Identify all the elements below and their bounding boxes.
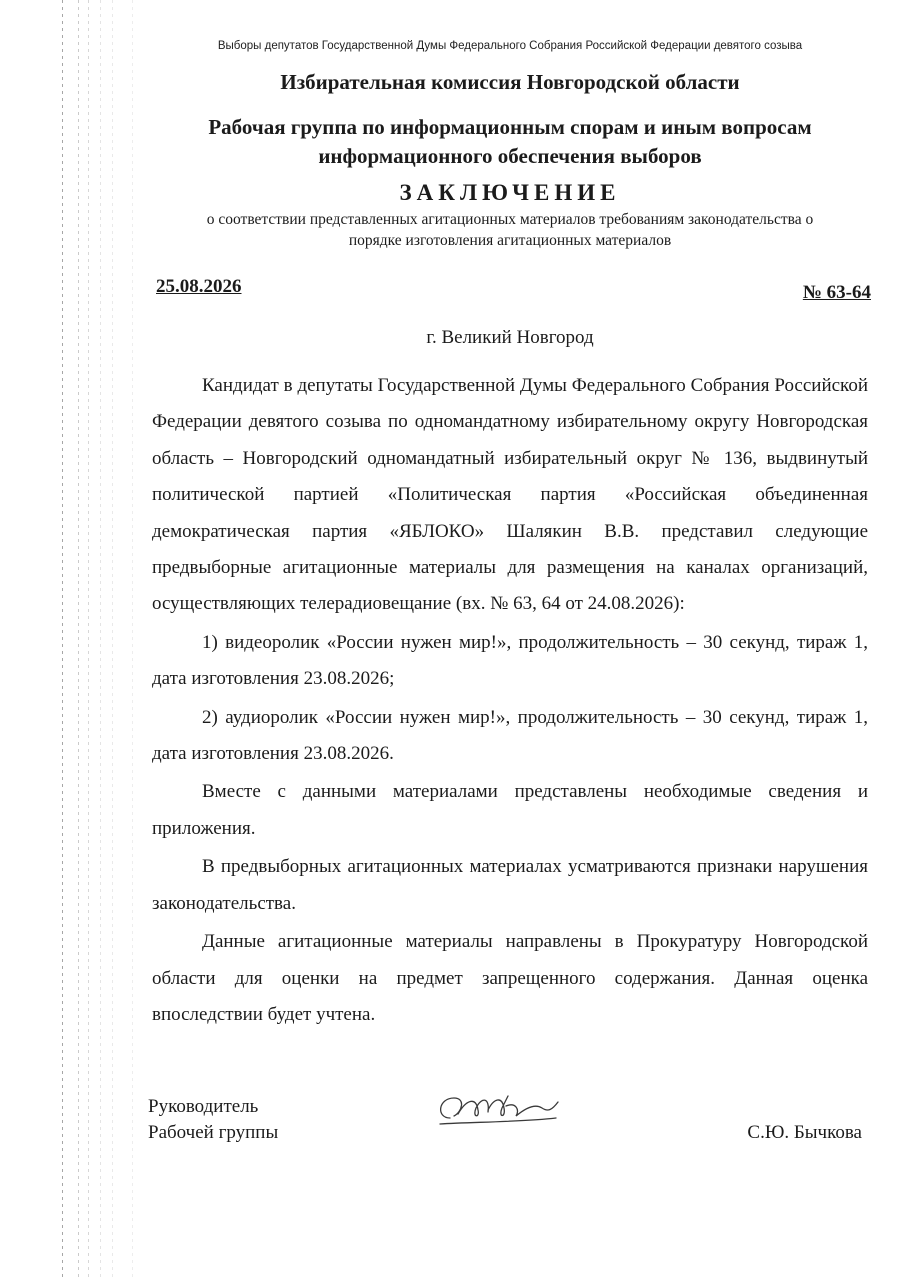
workgroup-name [150, 113, 870, 171]
document-title: ЗАКЛЮЧЕНИЕ [399, 180, 621, 205]
signatory-role [148, 1094, 278, 1146]
document-body [152, 368, 868, 1033]
paragraph-intro: Кандидат в депутаты Государственной Думы Федерального Собрания Российской Федерации девятого созыва по одномандатному избирательному округу Новгородская область – Новгородский одномандатный избирательный округ № 136, выдвинутый политической партией «Политическая партия «Российская объединенная демократическая партия «ЯБЛОКО» Шалякин В.В. представил следующие предвыборные агитационные материалы для размещения на каналах организаций, осуществляющих телерадиовещание (вх. № 63, 64 от 24.08.2026): [152, 375, 868, 615]
signatory-role-line-1: Руководитель [148, 1096, 259, 1117]
document-subtitle [150, 209, 870, 251]
scan-artifact [132, 0, 133, 1280]
scan-artifact [88, 0, 89, 1280]
signatory-name: С.Ю. Бычкова [747, 1122, 862, 1143]
signature-block [148, 1094, 862, 1154]
paragraph-violation: В предвыборных агитационных материалах усматриваются признаки нарушения законодательства. [152, 856, 868, 914]
handwritten-signature [432, 1088, 562, 1132]
document-date: 25.08.2026 [156, 276, 242, 297]
document-subtitle-line-1: о соответствии представленных агитационных материалов требованиям законодательства о [206, 211, 814, 228]
commission-name: Избирательная комиссия Новгородской области [280, 70, 740, 94]
scan-artifact [62, 0, 63, 1280]
elections-header: Выборы депутатов Государственной Думы Федерального Собрания Российской Федерации девятого созыва [217, 40, 803, 52]
list-item-video: 1) видеоролик «России нужен мир!», продолжительность – 30 секунд, тираж 1, дата изготовления 23.08.2026; [152, 631, 868, 690]
workgroup-line-2: информационного обеспечения выборов [318, 144, 702, 168]
document-subtitle-line-2: порядке изготовления агитационных материалов [348, 232, 672, 249]
scan-artifact [112, 0, 113, 1280]
list-item-audio: 2) аудиоролик «России нужен мир!», продолжительность – 30 секунд, тираж 1, дата изготовления 23.08.2026. [152, 706, 868, 765]
workgroup-line-1: Рабочая группа по информационным спорам и иным вопросам [208, 115, 812, 139]
document-city: г. Великий Новгород [426, 327, 594, 348]
scan-artifact [100, 0, 101, 1280]
paragraph-prosecutor: Данные агитационные материалы направлены в Прокуратуру Новгородской области для оценки на предмет запрещенного содержания. Данная оценка впоследствии будет учтена. [152, 931, 868, 1025]
scan-artifact [78, 0, 79, 1280]
paragraph-materials: Вместе с данными материалами представлены необходимые сведения и приложения. [152, 781, 868, 839]
document-number: № 63-64 [802, 282, 871, 303]
signatory-role-line-2: Рабочей группы [148, 1122, 279, 1143]
